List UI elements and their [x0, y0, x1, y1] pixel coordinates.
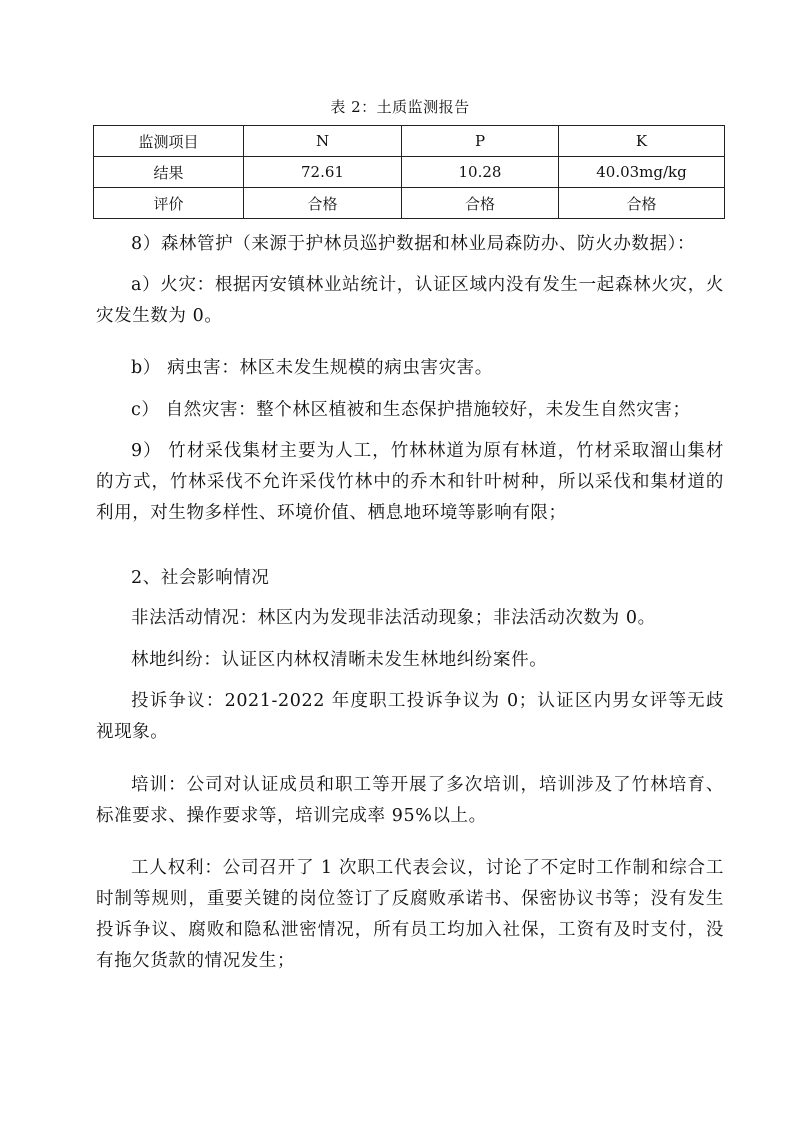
paragraph-training: 培训：公司对认证成员和职工等开展了多次培训，培训涉及了竹林培育、标准要求、操作要求等，培训完成率 95%以上。: [96, 775, 724, 826]
table-row: [94, 188, 725, 219]
paragraph-pests: b） 病虫害：林区未发生规模的病虫害灾害。: [131, 358, 493, 378]
header-cell-item: 监测项目: [94, 126, 244, 157]
paragraph-natural-disaster: c） 自然灾害：整个林区植被和生态保护措施较好，未发生自然灾害；: [131, 400, 691, 420]
table-caption: 表 2：土质监测报告: [330, 98, 470, 116]
table-cell: 结果: [94, 157, 244, 188]
paragraph-land-dispute: 林地纠纷：认证区内林权清晰未发生林地纠纷案件。: [131, 650, 548, 670]
header-cell-k: K: [559, 126, 725, 157]
soil-monitoring-table: [93, 125, 725, 219]
table-cell: 合格: [559, 188, 725, 219]
header-cell-n: N: [244, 126, 402, 157]
table-cell: 10.28: [402, 157, 559, 188]
paragraph-illegal-activity: 非法活动情况：林区内为发现非法活动现象；非法活动次数为 0。: [131, 608, 656, 628]
table-cell: 合格: [244, 188, 402, 219]
header-cell-p: P: [402, 126, 559, 157]
table-cell: 评价: [94, 188, 244, 219]
paragraph-workers-rights: 工人权利：公司召开了 1 次职工代表会议，讨论了不定时工作制和综合工时制等规则，重要关键的岗位签订了反腐败承诺书、保密协议书等；没有发生投诉争议、腐败和隐私泄密情况，所有员工均加入社保，工资有及时支付，没有拖欠货款的情况发生；: [96, 858, 724, 971]
table-cell: 40.03mg/kg: [559, 157, 725, 188]
paragraph-complaints: 投诉争议：2021-2022 年度职工投诉争议为 0；认证区内男女评等无歧视现象。: [96, 691, 724, 742]
paragraph-bamboo-harvest: 9） 竹材采伐集材主要为人工，竹林林道为原有林道，竹材采取溜山集材的方式，竹林采伐不允许采伐竹林中的乔木和针叶树种，所以采伐和集材道的利用，对生物多样性、环境价值、栖息地环境等影响有限；: [96, 441, 724, 523]
paragraph-fire: a）火灾：根据丙安镇林业站统计，认证区域内没有发生一起森林火灾，火灾发生数为 0。: [96, 275, 724, 326]
table-cell: 合格: [402, 188, 559, 219]
paragraph-forest-protection: 8）森林管护（来源于护林员巡护数据和林业局森防办、防火办数据）：: [131, 234, 696, 254]
table-row: [94, 157, 725, 188]
table-header-row: [94, 126, 725, 157]
table-cell: 72.61: [244, 157, 402, 188]
section-heading-social: 2、社会影响情况: [131, 568, 270, 588]
